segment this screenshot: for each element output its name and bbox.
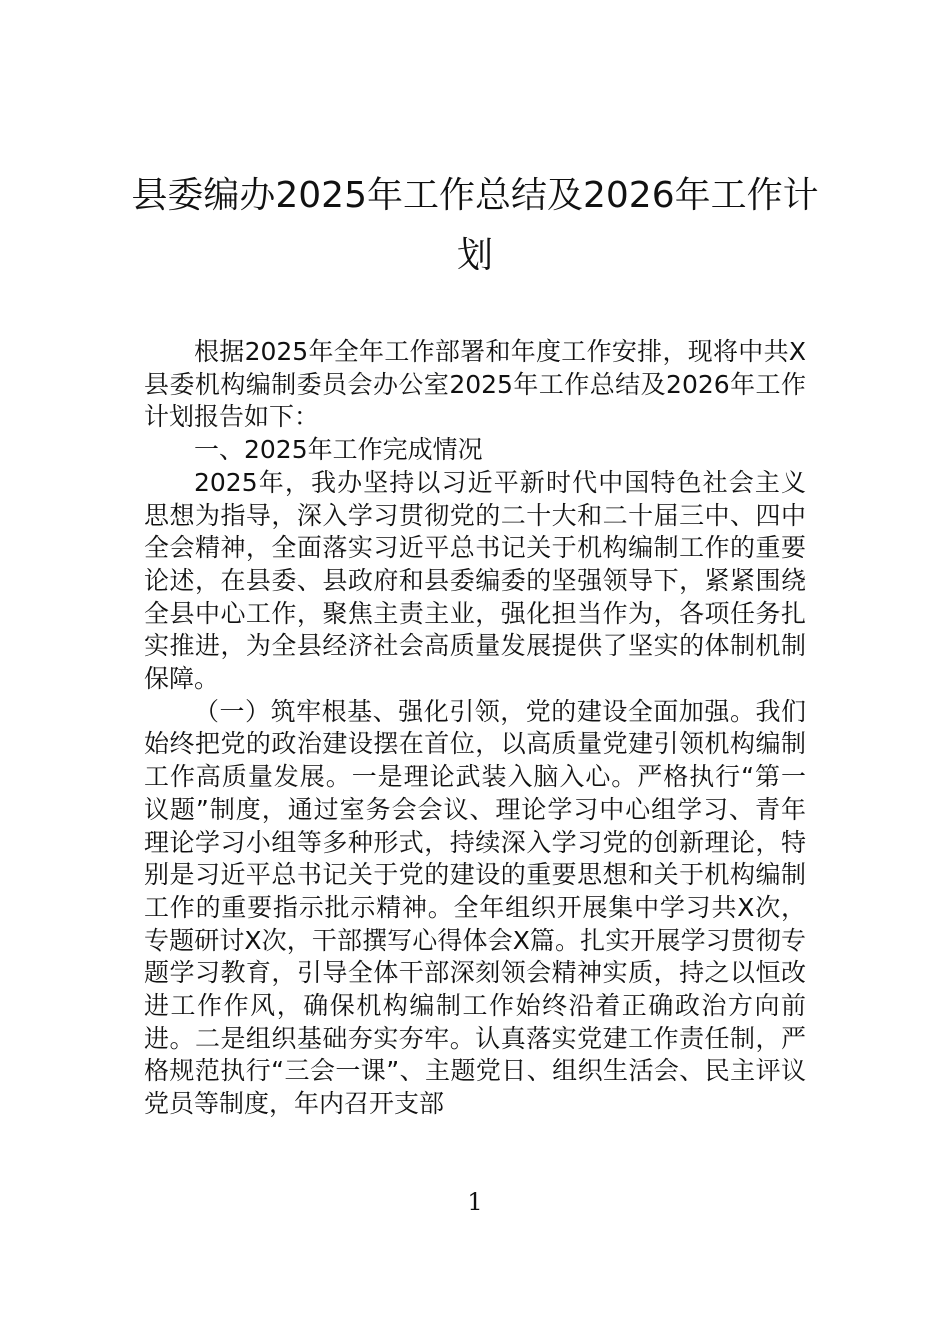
section-heading: 一、2025年工作完成情况 xyxy=(194,435,483,465)
intro-paragraph: 根据2025年全年工作部署和年度工作安排，现将中共X县委机构编制委员会办公室2025年工作总结及2026年工作计划报告如下： xyxy=(144,337,806,432)
overview-paragraph: 2025年，我办坚持以习近平新时代中国特色社会主义思想为指导，深入学习贯彻党的二十大和二十届三中、四中全会精神，全面落实习近平总书记关于机构编制工作的重要论述，在县委、县政府和县委编委的坚强领导下，紧紧围绕全县中心工作，聚焦主责主业，强化担当作为，各项任务扎实推进，为全县经济社会高质量发展提供了坚实的体制机制保障。 xyxy=(144,467,806,694)
document-title xyxy=(130,166,820,286)
page-number: 1 xyxy=(467,1188,483,1216)
party-building-paragraph: （一）筑牢根基、强化引领，党的建设全面加强。我们始终把党的政治建设摆在首位，以高质量党建引领机构编制工作高质量发展。一是理论武装入脑入心。严格执行“第一议题”制度，通过室务会会议、理论学习中心组学习、青年理论学习小组等多种形式，持续深入学习党的创新理论，特别是习近平总书记关于党的建设的重要思想和关于机构编制工作的重要指示批示精神。全年组织开展集中学习共X次，专题研讨X次，干部撰写心得体会X篇。扎实开展学习贯彻专题学习教育，引导全体干部深刻领会精神实质，持之以恒改进工作作风，确保机构编制工作始终沿着正确政治方向前进。二是组织基础夯实夯牢。认真落实党建工作责任制，严格规范执行“三会一课”、主题党日、组织生活会、民主评议党员等制度，年内召开支部 xyxy=(144,696,806,1119)
title-line-1: 县委编办2025年工作总结及2026年工作计 xyxy=(131,175,819,216)
document-body xyxy=(144,336,806,1121)
title-line-2: 划 xyxy=(456,235,493,276)
